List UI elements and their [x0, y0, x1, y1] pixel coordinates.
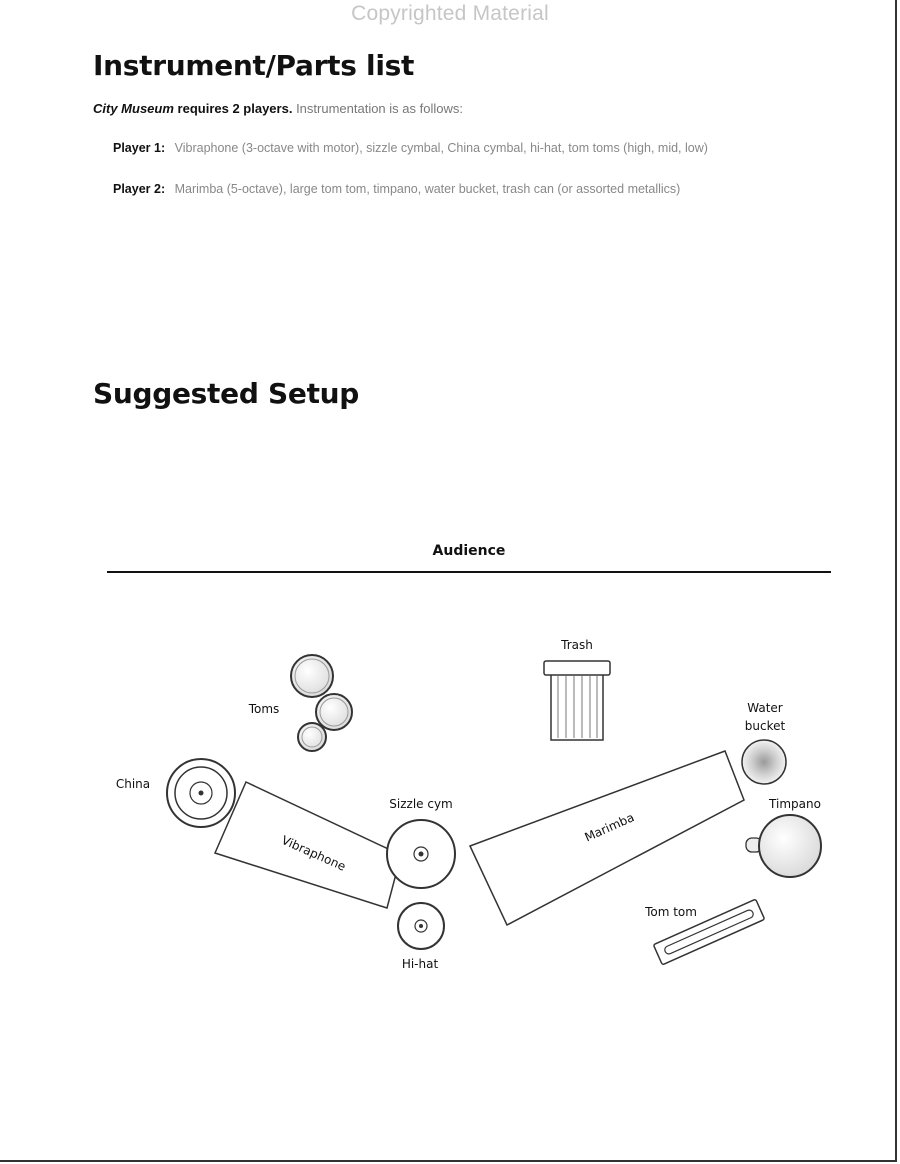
water-label-line2: bucket: [744, 719, 786, 733]
tom-mid: [316, 694, 352, 730]
copyright-watermark: Copyrighted Material: [351, 2, 549, 25]
players-required: requires 2 players.: [177, 101, 293, 116]
player-1-label: Player 1:: [113, 141, 166, 155]
timpano: [746, 797, 821, 877]
china-cymbal: [116, 759, 235, 827]
hi-hat: [398, 903, 444, 971]
marimba-label: Marimba: [582, 810, 637, 845]
toms-group: [248, 655, 352, 751]
trash-lid: [544, 661, 610, 675]
tom-high: [291, 655, 333, 697]
marimba-body: [470, 751, 744, 925]
sizzle-cymbal: [387, 797, 455, 888]
trash-body: [551, 672, 603, 740]
china-label: China: [115, 777, 151, 791]
timpano-drum: [759, 815, 821, 877]
marimba: [470, 751, 744, 925]
timpano-label: Timpano: [769, 797, 821, 811]
vibraphone-label: Vibraphone: [279, 832, 348, 874]
toms-label: Toms: [248, 702, 280, 716]
vibraphone: [215, 782, 401, 908]
piece-title: City Museum: [93, 101, 174, 116]
instrument-list-heading: Instrument/Parts list: [93, 49, 415, 82]
bucket-circle: [742, 740, 786, 784]
player-2-instruments: Marimba (5-octave), large tom tom, timpano, water bucket, trash can (or assorted metallics): [174, 182, 681, 196]
intro-rest: Instrumentation is as follows:: [296, 101, 463, 116]
player-2-label: Player 2:: [113, 182, 166, 196]
water-label-line1: Water: [747, 701, 783, 715]
tomtom-label: Tom tom: [645, 905, 697, 919]
sizzle-center: [419, 852, 424, 857]
hihat-label: Hi-hat: [401, 957, 439, 971]
suggested-setup-heading: Suggested Setup: [93, 377, 360, 410]
large-tom-tom: [644, 899, 765, 965]
trash-can: [544, 638, 610, 740]
sizzle-label: Sizzle cym: [389, 797, 453, 811]
water-bucket: [742, 701, 786, 784]
china-center: [199, 791, 204, 796]
hihat-center: [419, 924, 423, 928]
audience-label: Audience: [432, 543, 506, 559]
trash-label: Trash: [561, 638, 593, 652]
player-1-instruments: Vibraphone (3-octave with motor), sizzle cymbal, China cymbal, hi-hat, tom toms (high, mid, low): [174, 141, 708, 155]
